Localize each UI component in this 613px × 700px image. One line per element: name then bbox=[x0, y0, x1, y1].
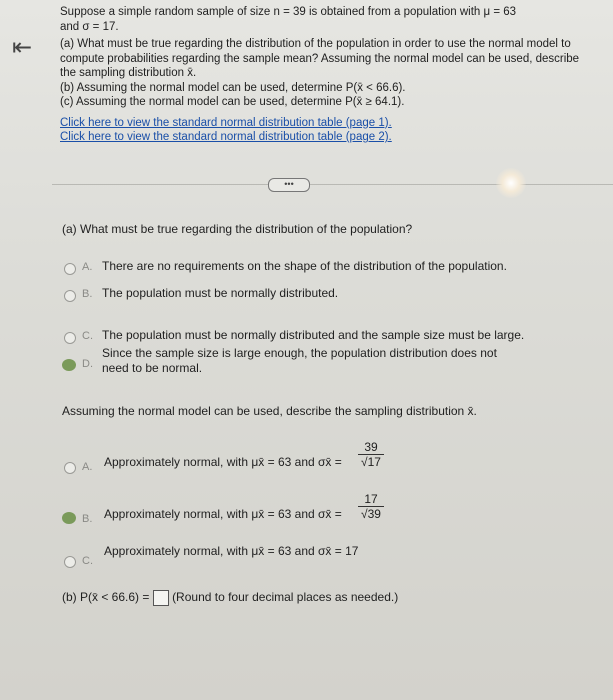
sampling-c-letter: C. bbox=[82, 555, 93, 567]
option-d-line-2: need to be normal. bbox=[102, 361, 203, 375]
sampling-b-letter: B. bbox=[82, 513, 93, 525]
back-icon[interactable]: ⇤ bbox=[12, 34, 33, 61]
divider bbox=[52, 184, 613, 185]
sampling-a-letter: A. bbox=[82, 461, 93, 473]
question-a-prompt: (a) What must be true regarding the distribution of the population? bbox=[62, 222, 413, 236]
option-b-radio[interactable] bbox=[64, 290, 76, 302]
part-b-row bbox=[62, 590, 398, 606]
problem-line-1: Suppose a simple random sample of size n = 39 is obtained from a population with μ = 63 bbox=[60, 6, 517, 18]
option-c-letter: C. bbox=[82, 330, 93, 342]
part-b-hint: (Round to four decimal places as needed.) bbox=[172, 590, 399, 605]
option-a-radio[interactable] bbox=[64, 263, 76, 275]
sampling-a-radio[interactable] bbox=[64, 462, 76, 474]
normal-table-link-1[interactable]: Click here to view the standard normal distribution table (page 1). bbox=[60, 116, 392, 129]
sampling-a-fraction bbox=[358, 440, 384, 469]
option-b-text[interactable]: The population must be normally distributed. bbox=[102, 286, 339, 300]
sampling-a-text[interactable]: Approximately normal, with μx̄ = 63 and σx̄ = bbox=[104, 455, 342, 469]
sampling-prompt: Assuming the normal model can be used, describe the sampling distribution x̄. bbox=[62, 404, 477, 418]
option-a-letter: A. bbox=[82, 261, 93, 273]
option-c-radio[interactable] bbox=[64, 332, 76, 344]
sampling-c-radio[interactable] bbox=[64, 556, 76, 568]
sampling-c-text[interactable]: Approximately normal, with μx̄ = 63 and σx̄ = 17 bbox=[104, 544, 359, 558]
problem-part-a: (a) What must be true regarding the distribution of the population in order to use the normal model to compute probabilities regarding the sample mean? Assuming the normal model can be used, describe the sampling distribution x̄. bbox=[60, 38, 580, 79]
sampling-a-numerator: 39 bbox=[358, 440, 384, 455]
sampling-b-numerator: 17 bbox=[358, 492, 384, 507]
sampling-b-text[interactable]: Approximately normal, with μx̄ = 63 and σx̄ = bbox=[104, 507, 342, 521]
problem-statement bbox=[60, 5, 580, 145]
option-d-line-1: Since the sample size is large enough, the population distribution does not bbox=[102, 346, 497, 360]
problem-part-c: (c) Assuming the normal model can be used, determine P(x̄ ≥ 64.1). bbox=[60, 96, 405, 108]
normal-table-link-2[interactable]: Click here to view the standard normal distribution table (page 2). bbox=[60, 131, 392, 143]
option-b-letter: B. bbox=[82, 288, 93, 300]
problem-part-b: (b) Assuming the normal model can be used, determine P(x̄ < 66.6). bbox=[60, 81, 406, 94]
problem-line-2: and σ = 17. bbox=[60, 20, 119, 33]
sampling-a-denominator: √17 bbox=[361, 455, 381, 469]
option-c-text[interactable]: The population must be normally distributed and the sample size must be large. bbox=[102, 328, 525, 342]
option-d-letter: D. bbox=[82, 358, 93, 370]
part-b-label: (b) P(x̄ < 66.6) = bbox=[62, 590, 150, 605]
sampling-b-fraction bbox=[358, 492, 384, 521]
screen-glare bbox=[496, 168, 526, 198]
sampling-b-check-icon[interactable] bbox=[62, 512, 76, 524]
sampling-b-denominator: √39 bbox=[361, 507, 381, 521]
option-d-text[interactable] bbox=[102, 346, 497, 376]
option-a-text[interactable]: There are no requirements on the shape of the distribution of the population. bbox=[102, 259, 507, 273]
part-b-answer-input[interactable] bbox=[153, 590, 169, 606]
option-d-check-icon[interactable] bbox=[62, 359, 76, 371]
more-button[interactable]: ••• bbox=[268, 178, 310, 192]
